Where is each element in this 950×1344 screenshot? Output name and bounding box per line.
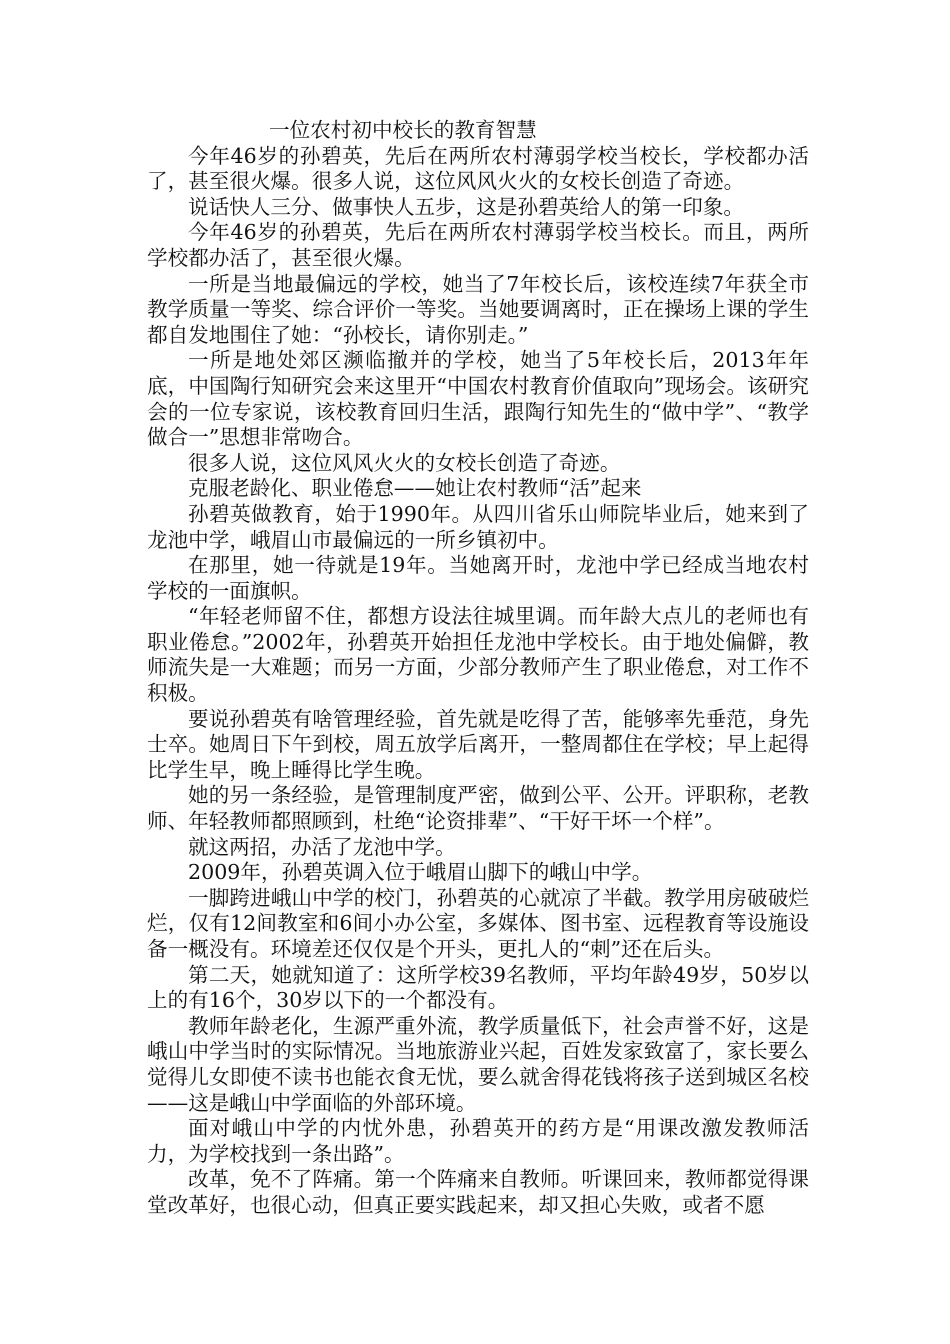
paragraph: 在那里，她一待就是19年。当她离开时，龙池中学已经成当地农村学校的一面旗帜。	[147, 553, 809, 603]
paragraph: 第二天，她就知道了：这所学校39名教师，平均年龄49岁，50岁以上的有16个，30岁以下的一个都没有。	[147, 962, 809, 1013]
paragraph: 要说孙碧英有啥管理经验，首先就是吃得了苦，能够率先垂范，身先士卒。她周日下午到校，周五放学后离开，一整周都住在学校；早上起得比学生早，晚上睡得比学生晚。	[147, 706, 809, 782]
paragraph: 改革，免不了阵痛。第一个阵痛来自教师。听课回来，教师都觉得课堂改革好，也很心动，但真正要实践起来，却又担心失败，或者不愿	[147, 1167, 809, 1217]
paragraph: “年轻老师留不住，都想方设法往城里调。而年龄大点儿的老师也有职业倦怠。”2002年，孙碧英开始担任龙池中学校长。由于地处偏僻，教师流失是一大难题；而另一方面，少部分教师产生了职业倦怠，对工作不积极。	[147, 604, 809, 706]
paragraph: 孙碧英做教育，始于1990年。从四川省乐山师院毕业后，她来到了龙池中学，峨眉山市最偏远的一所乡镇初中。	[147, 501, 809, 552]
paragraph: 今年46岁的孙碧英，先后在两所农村薄弱学校当校长，学校都办活了，甚至很火爆。很多人说，这位风风火火的女校长创造了奇迹。	[147, 143, 809, 194]
paragraph: 就这两招，办活了龙池中学。	[188, 834, 456, 859]
paragraph: 一所是地处郊区濒临撤并的学校，她当了5年校长后，2013年年底，中国陶行知研究会来这里开“中国农村教育价值取向”现场会。该研究会的一位专家说，该校教育回归生活，跟陶行知先生的“做中学”、“教学做合一”思想非常吻合。	[147, 348, 809, 450]
paragraph: 她的另一条经验，是管理制度严密，做到公平、公开。评职称，老教师、年轻教师都照顾到，杜绝“论资排辈”、“干好干坏一个样”。	[147, 783, 809, 834]
paragraph: 一脚跨进峨山中学的校门，孙碧英的心就凉了半截。教学用房破破烂烂，仅有12间教室和6间小办公室，多媒体、图书室、远程教育等设施设备一概没有。环境差还仅仅是个开头，更扎人的“刺”还在后头。	[147, 885, 809, 961]
paragraph: 面对峨山中学的内忧外患，孙碧英开的药方是“用课改激发教师活力，为学校找到一条出路”。	[147, 1116, 809, 1166]
paragraph: 今年46岁的孙碧英，先后在两所农村薄弱学校当校长。而且，两所学校都办活了，甚至很火爆。	[147, 220, 809, 270]
section-heading: 克服老龄化、职业倦怠——她让农村教师“活”起来	[188, 476, 642, 501]
paragraph: 教师年龄老化，生源严重外流，教学质量低下，社会声誉不好，这是峨山中学当时的实际情况。当地旅游业兴起，百姓发家致富了，家长要么觉得儿女即使不读书也能衣食无忧，要么就舍得花钱将孩子送到城区名校——这是峨山中学面临的外部环境。	[147, 1013, 809, 1115]
paragraph: 很多人说，这位风风火火的女校长创造了奇迹。	[188, 450, 621, 475]
paragraph: 一所是当地最偏远的学校，她当了7年校长后，该校连续7年获全市教学质量一等奖、综合评价一等奖。当她要调离时，正在操场上课的学生都自发地围住了她：“孙校长，请你别走。”	[147, 271, 809, 347]
document-title: 一位农村初中校长的教育智慧	[269, 118, 537, 142]
paragraph: 说话快人三分、做事快人五步，这是孙碧英给人的第一印象。	[188, 194, 745, 219]
paragraph: 2009年，孙碧英调入位于峨眉山脚下的峨山中学。	[188, 860, 653, 885]
document-page	[147, 118, 809, 1219]
